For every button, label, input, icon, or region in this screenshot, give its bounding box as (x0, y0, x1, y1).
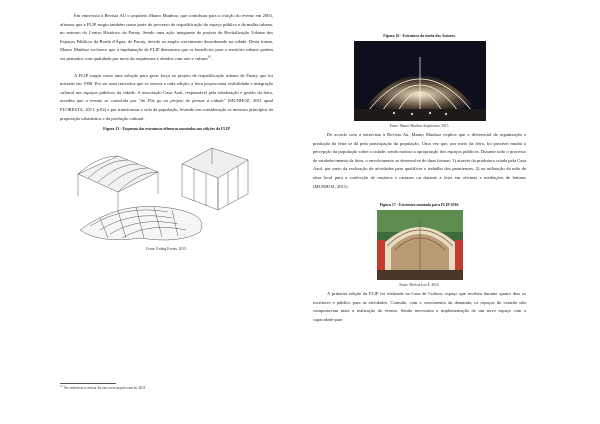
right-text-column (313, 12, 526, 325)
right-page (300, 0, 600, 424)
right-paragraph-1 (313, 131, 526, 191)
figure-13-source: Fonte: Fading Events, 2015. (146, 247, 187, 252)
figure-17-caption: Figura 17 - Estrutura montada para FLIP 2016. (379, 203, 460, 208)
figure-13-caption: Figura 13 - Esquema das estruturas efêmeras montadas nas edições da FLIP (103, 127, 230, 132)
right-paragraph-1-text: De acordo com a entrevista à Revista Au, Mauro Munhoz explica que o diferencial da organização e produção da feira se dá pela participação da população. Uma vez que, por meio da feira, foi possível mudar a percepção da população sobre a cidade, sendo notória a apropriação dos espaços públicos. Durante todo o processo de estabelecimento da feira, o envolvimento se desenvolve de duas formas: 1) através da produtora criada pela Casa Azul, por meio da realização de atividades para qualificar o trabalho dos paratienses; 2) na utilização da mão de obra local para a confecção de cenários e cartazes ou durante a feira em oficinas e mediações de leituras (MUNHOZ, 2011). (313, 132, 527, 189)
left-paragraph-2-text-b: (MUNHOZ, 2011 apud FLORESTA, 2011, p.02) e por transformar a vida da população, levando em consideração os mesmos princípios da proposição urbanística e da produção cultural. (60, 98, 273, 121)
left-paragraph-1-text: Em entrevista à Revista AU o arquiteto Mauro Munhoz, que contribuiu para a criação do evento em 2003, afirmou que a FLIP surgiu também como parte do processo de requalificação do espaço público e da malha urbana, no entorno do Centro Histórico de Paraty. Sendo uma ação integrante do projeto de Revitalização Urbana dos Espaços Públicos da Borda d'Água, de Paraty, devido ao amplo crescimento desordenado na cidade. Desta forma, Mauro Munhoz esclarece que a implantação da FLIP demonstra que os benefícios para o território urbano podem ser pensados com qualidade por meio da arquitetura e obtidos com arte e cultura (60, 13, 273, 61)
left-paragraph-2 (60, 72, 273, 124)
left-paragraph-2-quote: "do Fliz go ao projeto de pensar a cidade" (138, 98, 226, 104)
figure-16-authors-tent-photo (354, 41, 486, 121)
figure-16-caption: Figura 16 - Estrutura da tenda dos Autores. (383, 34, 456, 38)
footnote-text: Ver entrevista à revista Au em www.au.pini.com.br, 2011. (63, 386, 147, 391)
left-paragraph-1: Em entrevista à Revista AU o arquiteto Mauro Munhoz, que contribuiu para a criação do evento em 2003, afirmou que a FLIP surgiu também como parte do processo de requalificação do espaço público e da malha urbana, no entorno do Centro Histórico de Paraty. Sendo uma ação integrante do projeto de Revitalização Urbana dos Espaços Públicos da Borda d'Água, de Paraty, devido ao amplo crescimento desordenado na cidade. Desta forma, Mauro Munhoz esclarece que a implantação da FLIP demonstra que os benefícios para o território urbano podem ser pensados com qualidade por meio da arquitetura e obtidos com arte e cultura$^{10}$. (60, 13, 273, 61)
footnote-divider (60, 383, 116, 384)
left-text-column (60, 12, 273, 251)
footnote-reference: 10 (207, 54, 211, 59)
figure-16-source: Fonte: Mauro Munhoz Arquitetura, 2015. (389, 124, 450, 128)
curved-grid-structure (80, 206, 202, 240)
figure-13-structures-drawing (60, 134, 273, 244)
footnote (60, 385, 273, 390)
barrel-vault-structure (78, 156, 158, 214)
figure-17-flip-2016-photo (377, 210, 463, 280)
left-paragraph-2-text-a: A FLIP surgiu como uma solução para gerar força ao projeto de requalificação urbana de Paraty que foi iniciado em 1990. Por ser uma iniciativa que se renova a cada edição, a feira proporciona visibilidade e integração cultural aos espaços públicos da cidade. A associação Casa Azul, responsável pela idealização e gestão da feira, acredita que o evento se consolida por (60, 72, 273, 104)
footnote-number: 10 (60, 385, 63, 388)
gabled-tent-structure (182, 148, 248, 210)
right-paragraph-2-text: A primeira edição da FLIP foi realizada na Casa de Cultura, espaço que recebeu durante quatro dias os escritores e público para as atividades. Contudo, com o crescimento da demanda, os espaços do casarão não comportavam mais a realização do evento. Sendo necessária a implementação de um novo espaço com a capacidade para (313, 291, 526, 322)
figure-17-source: Fonte: Revista Isto É, 2016. (399, 283, 440, 288)
right-paragraph-2 (313, 290, 526, 324)
